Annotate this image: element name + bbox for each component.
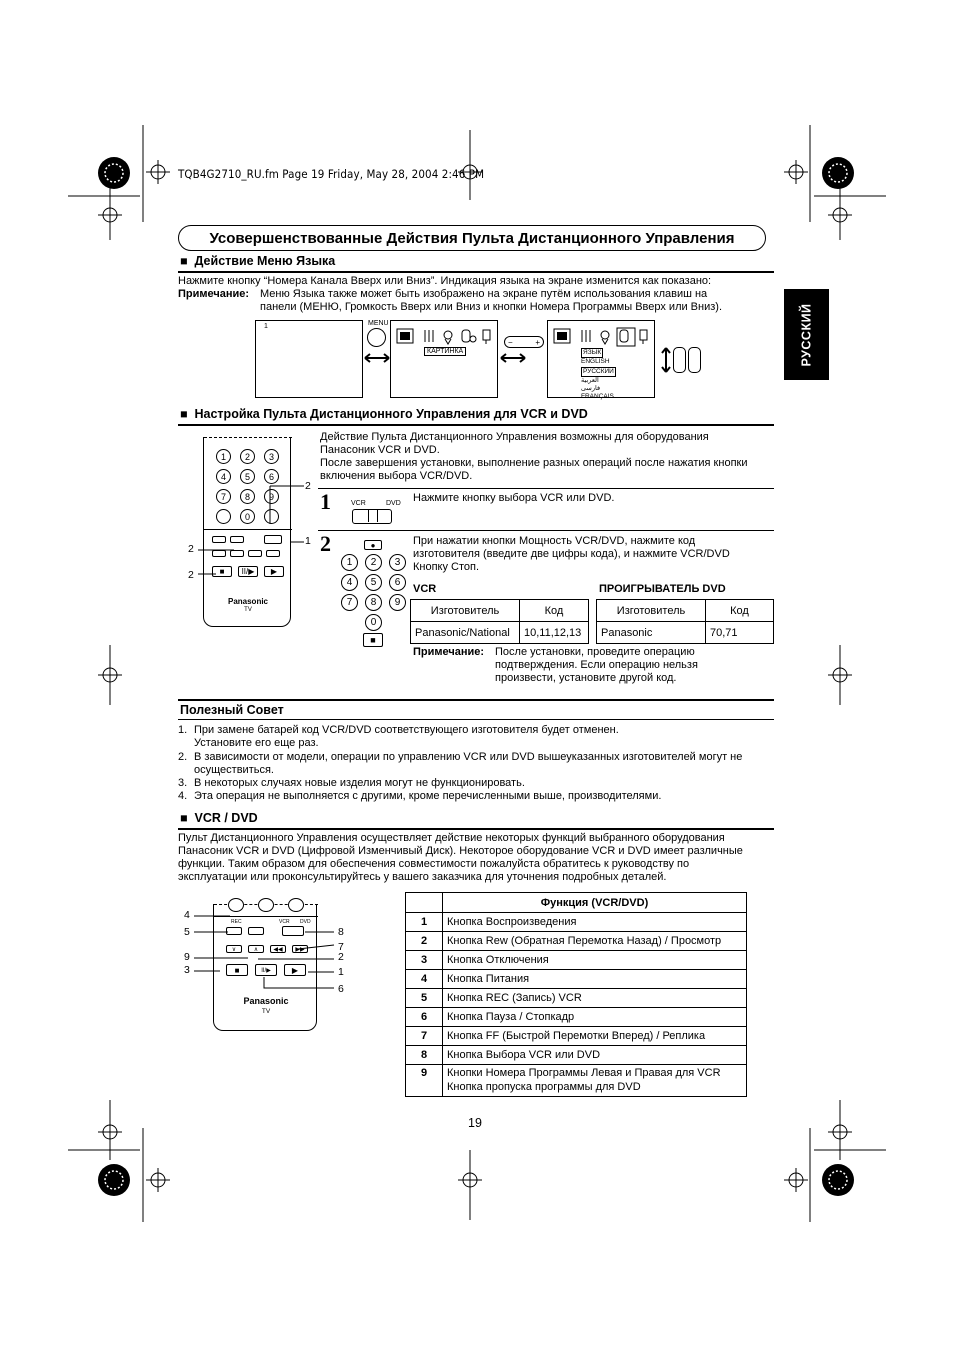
- stop-btn: ■: [226, 964, 248, 976]
- rule: [318, 530, 774, 531]
- dvd-code-table: [596, 599, 774, 644]
- step2-line2: изготовителя (введите две цифры кода), и нажмите VCR/DVD: [413, 548, 730, 560]
- step2-line1: При нажатии кнопки Мощность VCR/DVD, нажмите код: [413, 535, 696, 547]
- row-function: Кнопка FF (Быстрой Перемотки Вперед) / Реплика: [443, 1027, 747, 1046]
- double-arrow-icon: [500, 352, 526, 364]
- tip-number: 3.: [178, 777, 188, 789]
- remote-pause-btn: II/▶: [238, 566, 258, 577]
- step1-text: Нажмите кнопку выбора VCR или DVD.: [413, 492, 615, 504]
- lang-menu-line1: Нажмите кнопку “Номера Канала Вверх или Вниз”. Индикация языка на экране изменится как показано:: [178, 275, 712, 287]
- remote-key: 1: [216, 449, 231, 464]
- keypad-key: 1: [341, 554, 358, 571]
- vcrdvd-para-line: Панасоник VCR и DVD (Цифровой Изменчивый Диск). Некоторое оборудование VCR и DVD имеет различные: [178, 845, 743, 857]
- rule: [178, 828, 774, 830]
- menu-button-icon: [367, 328, 386, 347]
- remote-key: 9: [264, 489, 279, 504]
- remote-key: 2: [240, 449, 255, 464]
- lang-menu-note-line2: панели (МЕНЮ, Громкость Вверх или Вниз и кнопки Номера Программы Вверх или Вниз).: [260, 301, 723, 313]
- keypad-key: 0: [365, 614, 382, 631]
- callout-lines-2: [190, 905, 340, 995]
- setup-note-label: Примечание:: [413, 646, 485, 658]
- vcrdvd-para-line: функции. Таким образом для обеспечения совместимости пожалуйста обратитесь к руководству по: [178, 858, 690, 870]
- callout-label: 4: [184, 909, 190, 921]
- keypad-key: 9: [389, 594, 406, 611]
- row-function: Кнопка REC (Запись) VCR: [443, 989, 747, 1008]
- callout-label: 1: [338, 966, 344, 978]
- keypad-key: 6: [389, 574, 406, 591]
- row-number: 6: [406, 1008, 443, 1027]
- keypad-key: 5: [365, 574, 382, 591]
- callout-label: 5: [184, 926, 190, 938]
- power-vcr-dvd-button-icon: ●: [364, 540, 382, 550]
- lang-item: FRANÇAIS: [581, 393, 614, 401]
- rule: [178, 699, 774, 701]
- remote-key: 0: [240, 509, 255, 524]
- tip-text: При замене батарей код VCR/DVD соответствующего изготовителя будет отменен.: [194, 724, 619, 736]
- language-side-tab: РУССКИЙ: [784, 289, 829, 380]
- setup-intro4: включения выбора VCR/DVD.: [320, 470, 473, 482]
- remote-tv-label: TV: [261, 1008, 271, 1015]
- pause-btn: II/▶: [255, 964, 277, 976]
- row-number: 8: [406, 1046, 443, 1065]
- vcr-label: VCR: [279, 919, 290, 925]
- lang-item: العربية: [581, 376, 599, 384]
- tips-heading: Полезный Совет: [180, 703, 284, 717]
- row-function-line: Кнопка пропуска программы для DVD: [447, 1080, 641, 1093]
- remote-key: 3: [264, 449, 279, 464]
- lang-item: ЯЗЫК: [581, 348, 603, 358]
- remote-brand: Panasonic: [227, 597, 268, 606]
- channel-rocker-icon: [673, 347, 686, 373]
- remote-key: 6: [264, 469, 279, 484]
- row-number: 4: [406, 970, 443, 989]
- menu-icons: [552, 327, 652, 349]
- language-list: [581, 348, 616, 402]
- remote-brand: Panasonic: [243, 996, 289, 1006]
- rule: [318, 488, 774, 489]
- step2-line3: Кнопку Стоп.: [413, 561, 480, 573]
- ch-down-btn: ∨: [226, 945, 242, 953]
- remote-play-btn: ▶: [264, 566, 284, 577]
- vertical-double-arrow-icon: [660, 347, 672, 373]
- lang-item: ENGLISH: [581, 358, 610, 366]
- lang-item: فارسى: [581, 385, 601, 393]
- lang-menu-note-line1: Меню Языка также может быть изображено на экране путём использования клавиш на: [260, 288, 708, 300]
- row-number: 9: [406, 1065, 443, 1097]
- remote-tv-label: TV: [244, 607, 252, 613]
- tip-text: В некоторых случаях новые изделия могут не функционировать.: [194, 777, 525, 789]
- row-number: 2: [406, 932, 443, 951]
- keypad-key: 4: [341, 574, 358, 591]
- tv-screen-3: [547, 320, 655, 401]
- rew-btn: ◀◀: [270, 945, 286, 953]
- row-function: Кнопка Выбора VCR или DVD: [443, 1046, 747, 1065]
- callout-label: 1: [305, 535, 311, 547]
- callout-label: 6: [338, 983, 344, 995]
- setup-note-line1: После установки, проведите операцию: [495, 646, 695, 658]
- tip-number: 4.: [178, 790, 188, 802]
- col-header: Изготовитель: [597, 600, 706, 622]
- ff-btn: ▶▶: [292, 945, 308, 953]
- row-function: Кнопка Пауза / Стопкадр: [443, 1008, 747, 1027]
- function-header: Функция (VCR/DVD): [443, 893, 747, 913]
- keypad-key: 7: [341, 594, 358, 611]
- dvd-table-title: ПРОИГРЫВАТЕЛЬ DVD: [599, 583, 726, 595]
- menu-icons: [395, 327, 495, 349]
- callout-label: 8: [338, 926, 344, 938]
- row-function: Кнопка Питания: [443, 970, 747, 989]
- lang-item: РУССКИЙ: [581, 367, 616, 377]
- col-header: Код: [706, 600, 774, 622]
- vcr-maker-cell: Panasonic/National: [411, 622, 520, 644]
- row-function: [443, 1065, 747, 1097]
- setup-note-line2: подтверждения. Если операцию нельзя: [495, 659, 698, 671]
- rule: [178, 424, 774, 426]
- remote-key: 8: [240, 489, 255, 504]
- tv-screen-1: [255, 320, 363, 398]
- row-function: Кнопка Воспроизведения: [443, 913, 747, 932]
- menu-label: MENU: [368, 320, 389, 327]
- tv-screen-2: [390, 320, 498, 398]
- lang-menu-note-label: Примечание:: [178, 288, 250, 300]
- ch-up-btn: ∧: [248, 945, 264, 953]
- row-number: 1: [406, 913, 443, 932]
- dvd-code-cell: 70,71: [706, 622, 774, 644]
- keypad-key: 3: [389, 554, 406, 571]
- setup-intro2: Панасоник VCR и DVD.: [320, 444, 440, 456]
- vcr-table-title: VCR: [413, 583, 437, 595]
- row-number: 3: [406, 951, 443, 970]
- row-function: Кнопка Rew (Обратная Перемотка Назад) / Просмотр: [443, 932, 747, 951]
- callout-label: 3: [184, 964, 190, 976]
- row-number: 5: [406, 989, 443, 1008]
- tip-text: В зависимости от модели, операции по управлению VCR или DVD вышеуказанных изготовителей могут не: [194, 751, 743, 763]
- callout-label: 2: [338, 951, 344, 963]
- callout-label: 2: [188, 543, 194, 555]
- switch-vcr-label: VCR: [351, 500, 366, 507]
- rule: [178, 271, 774, 273]
- tip-number: 2.: [178, 751, 188, 763]
- file-header: TQB4G2710_RU.fm Page 19 Friday, May 28, 2004 2:46 PM: [178, 167, 485, 181]
- switch-dvd-label: DVD: [386, 500, 401, 507]
- vcr-code-cell: 10,11,12,13: [520, 622, 589, 644]
- dvd-maker-cell: Panasonic: [597, 622, 706, 644]
- tip-text: осуществиться.: [194, 764, 274, 776]
- setup-note-line3: произвести, установите другой код.: [495, 672, 677, 684]
- callout-label: 2: [305, 480, 311, 492]
- dvd-label: DVD: [300, 919, 311, 925]
- step1-number: 1: [320, 489, 331, 514]
- keypad-key: 2: [365, 554, 382, 571]
- keypad-key: 8: [365, 594, 382, 611]
- vcr-dvd-switch-icon: [352, 509, 392, 524]
- col-header: Код: [520, 600, 589, 622]
- channel-digit: 1: [264, 323, 268, 330]
- page-title: Усовершенствованные Действия Пульта Дистанционного Управления: [178, 225, 766, 251]
- remote-key: 4: [216, 469, 231, 484]
- tip-text: Установите его еще раз.: [194, 737, 319, 749]
- rule: [178, 719, 774, 720]
- callout-lines: [190, 440, 315, 590]
- remote-key: 7: [216, 489, 231, 504]
- setup-intro3: После завершения установки, выполнение разных операций после нажатия кнопки: [320, 457, 748, 469]
- play-btn: ▶: [284, 964, 306, 976]
- callout-label: 2: [188, 569, 194, 581]
- vcrdvd-heading: ■ VCR / DVD: [180, 811, 258, 825]
- vcrdvd-para-line: эксплуатации или проконсультируйтесь у вашего заказчика для уточнения подробных деталей.: [178, 871, 667, 883]
- remote-stop-btn: ■: [212, 566, 232, 577]
- row-number: 7: [406, 1027, 443, 1046]
- volume-rocker-icon: − +: [504, 336, 544, 348]
- step2-number: 2: [320, 531, 331, 556]
- double-arrow-icon: [364, 352, 390, 364]
- screen2-item: КАРТИНКА: [424, 347, 466, 356]
- tip-number: 1.: [178, 724, 188, 736]
- channel-rocker-icon: [688, 347, 701, 373]
- page-number: 19: [468, 1116, 482, 1130]
- setup-intro1: Действие Пульта Дистанционного Управления возможны для оборудования: [320, 431, 709, 443]
- rec-label: REC: [231, 919, 242, 925]
- remote-key: 5: [240, 469, 255, 484]
- setup-heading: ■ Настройка Пульта Дистанционного Управления для VCR и DVD: [180, 407, 588, 421]
- lang-menu-heading: ■ Действие Меню Языка: [180, 254, 336, 268]
- callout-label: 9: [184, 951, 190, 963]
- col-header: Изготовитель: [411, 600, 520, 622]
- vcrdvd-para-line: Пульт Дистанционного Управления осуществляет действие некоторых функций выбранного оборудования: [178, 832, 725, 844]
- stop-button-icon: ■: [363, 633, 383, 647]
- row-function-line: Кнопки Номера Программы Левая и Правая для VCR: [447, 1067, 721, 1079]
- tip-text: Эта операция не выполняется с другими, кроме перечисленными выше, производителями.: [194, 790, 662, 802]
- function-table: [405, 892, 747, 1097]
- vcr-code-table: [410, 599, 589, 644]
- callout-label: 7: [338, 941, 344, 953]
- row-function: Кнопка Отключения: [443, 951, 747, 970]
